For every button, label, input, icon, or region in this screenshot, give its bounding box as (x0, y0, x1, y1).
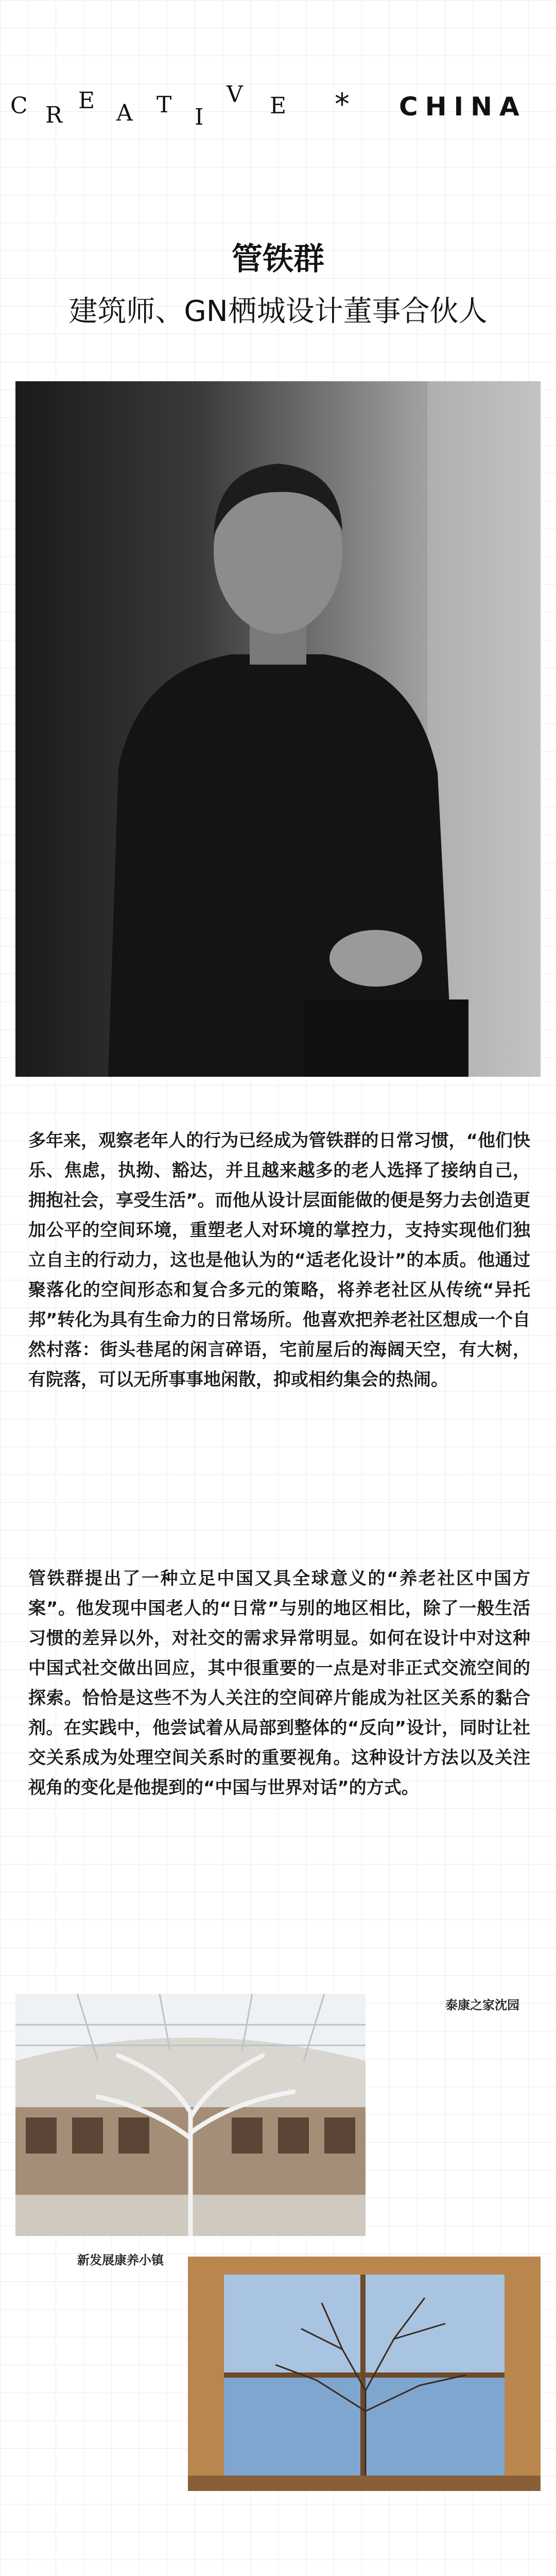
brand-letter: I (195, 104, 204, 130)
brand-letter: R (45, 102, 63, 128)
project-photo-window (188, 2257, 541, 2491)
brand-masthead (0, 77, 556, 130)
star-icon: * (335, 87, 350, 122)
caption-project-2: 新发展康养小镇 (77, 2253, 164, 2267)
brand-country: CHINA (399, 92, 527, 122)
brand-letter: V (227, 81, 243, 108)
person-title: 建筑师、GN栖城设计董事合伙人 (68, 295, 488, 328)
brand-letter: C (10, 93, 28, 119)
article-paragraph-2: 管铁群提出了一种立足中国又具全球意义的“养老社区中国方案”。他发现中国老人的“日常”与别的地区相比，除了一般生活习惯的差异以外，对社交的需求异常明显。如何在设计中对这种中国式社交做出回应，其中很重要的一点是对非正式交流空间的探索。恰恰是这些不为人关注的空间碎片能成为社区关系的黏合剂。在实践中，他尝试着从局部到整体的“反向”设计，同时让社交关系成为处理空间关系时的重要视角。这种设计方法以及关注视角的变化是他提到的“中国与世界对话”的方式。 (28, 1568, 530, 1798)
project-photo-atrium (15, 1994, 366, 2236)
brand-letter: E (78, 88, 95, 114)
person-name: 管铁群 (232, 241, 324, 277)
caption-project-1: 泰康之家沈园 (445, 1998, 519, 2012)
brand-letter: T (157, 92, 172, 118)
brand-letter: E (270, 93, 287, 119)
brand-letter: A (116, 100, 133, 126)
portrait-photo (15, 381, 541, 1077)
article-paragraph-1: 多年来，观察老年人的行为已经成为管铁群的日常习惯，“他们快乐、焦虑，执拗、豁达，并且越来越多的老人选择了接纳自己，拥抱社会，享受生活”。而他从设计层面能做的便是努力去创造更加公平的空间环境，重塑老人对环境的掌控力，支持实现他们独立自主的行动力，这也是他认为的“适老化设计”的本质。他通过聚落化的空间形态和复合多元的策略，将养老社区从传统“异托邦”转化为具有生命力的日常场所。他喜欢把养老社区想成一个自然村落：街头巷尾的闲言碎语，宅前屋后的海阔天空，有大树，有院落，可以无所事事地闲散，抑或相约集会的热闹。 (28, 1130, 530, 1390)
